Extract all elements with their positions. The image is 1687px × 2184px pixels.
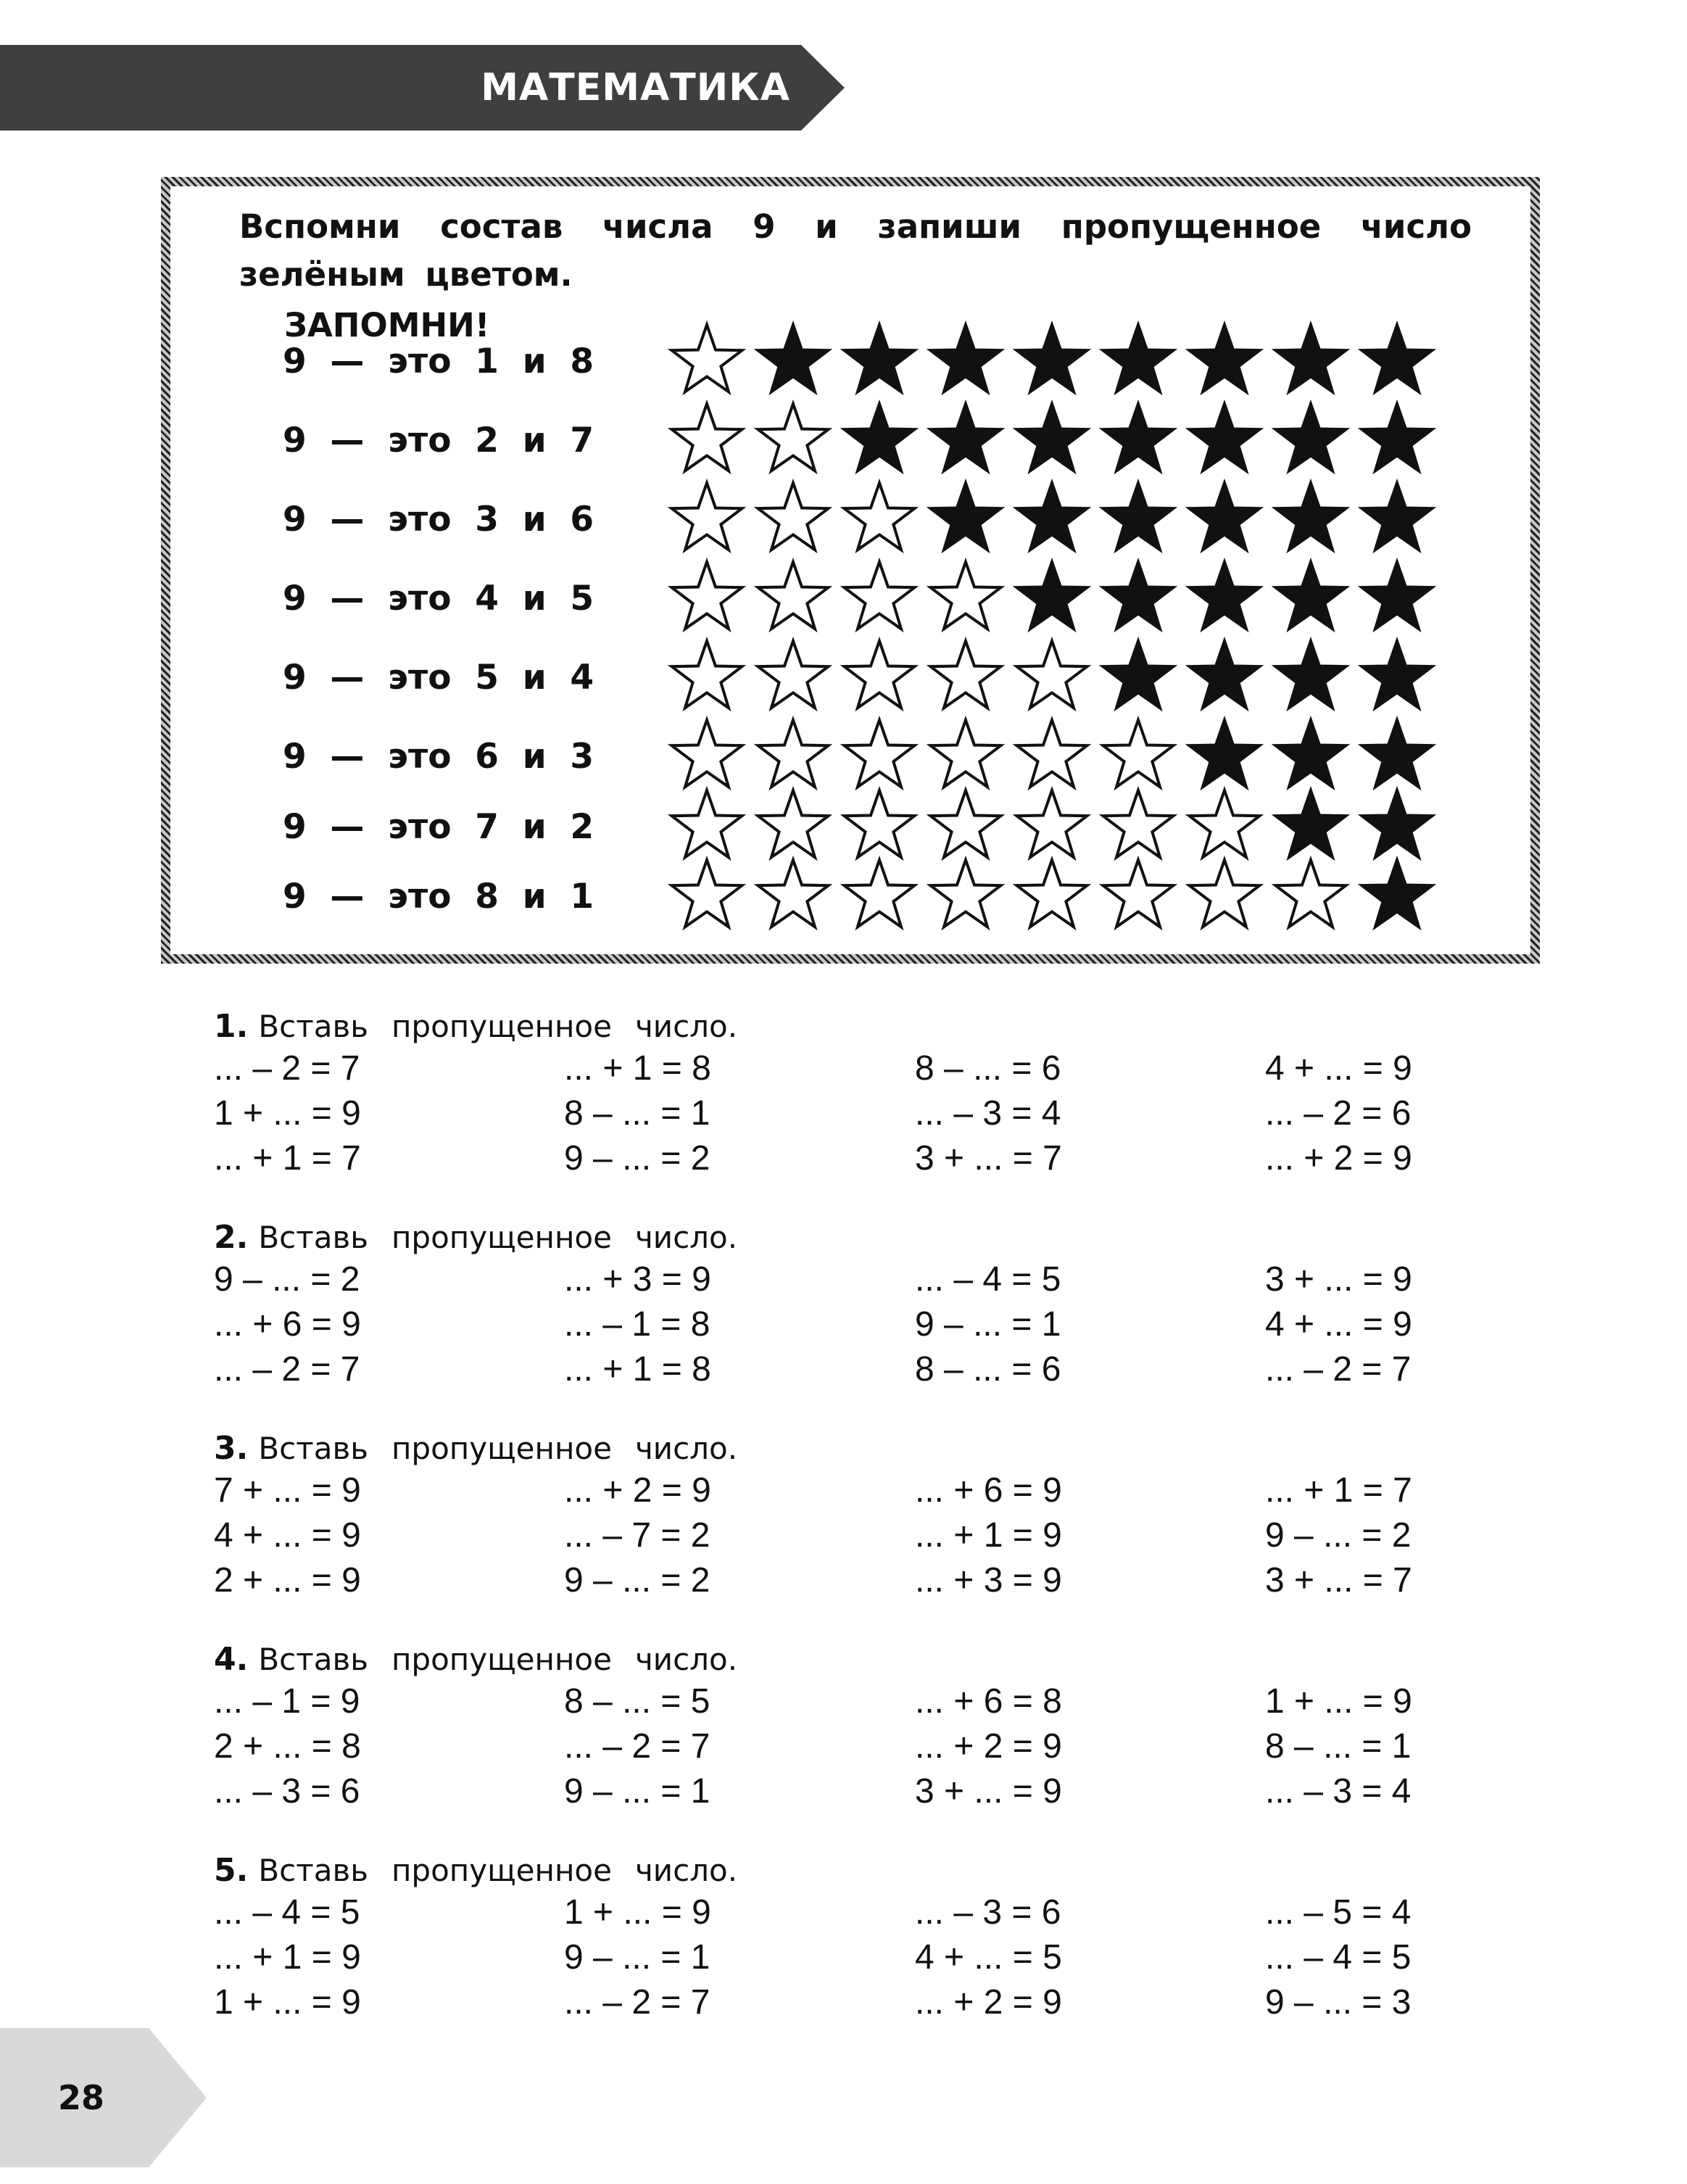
equation: ... – 2 = 6 <box>1265 1094 1412 1133</box>
exercise-title <box>214 1430 737 1467</box>
outline-star-icon <box>758 404 829 471</box>
exercise-instruction-word: Вставь <box>258 1009 368 1044</box>
equation: ... – 5 = 4 <box>1265 1893 1412 1932</box>
equation: ... + 1 = 7 <box>214 1139 361 1178</box>
outline-star-icon <box>672 404 742 471</box>
filled-star-icon <box>1017 404 1087 471</box>
equation: 3 + ... = 7 <box>1265 1561 1412 1600</box>
exercise-instruction-word: Вставь <box>258 1853 368 1888</box>
filled-star-icon <box>1190 720 1260 787</box>
outline-star-icon <box>758 641 829 708</box>
outline-star-icon <box>845 860 915 927</box>
outline-star-icon <box>1276 860 1346 927</box>
outline-star-icon <box>845 641 915 708</box>
exercise-number: 2. <box>214 1219 249 1256</box>
equation: 9 – ... = 3 <box>1265 1983 1412 2022</box>
equation: ... – 3 = 4 <box>915 1094 1061 1133</box>
equation: ... + 6 = 9 <box>214 1305 361 1344</box>
exercise-number: 4. <box>214 1641 249 1678</box>
filled-star-icon <box>931 404 1001 471</box>
equation: 8 – ... = 6 <box>915 1350 1061 1389</box>
outline-star-icon <box>931 790 1001 857</box>
composition-row <box>283 333 1515 391</box>
composition-text: 9 — это 6 и 3 <box>283 737 594 777</box>
equation: ... – 3 = 4 <box>1265 1772 1412 1811</box>
star-row <box>674 484 1501 556</box>
filled-star-icon <box>1362 641 1433 708</box>
filled-star-icon <box>1190 562 1260 629</box>
filled-star-icon <box>1103 641 1174 708</box>
equation: ... – 2 = 7 <box>214 1350 360 1389</box>
equation: ... + 3 = 9 <box>564 1260 711 1299</box>
composition-text: 9 — это 8 и 1 <box>283 877 594 917</box>
exercise-title <box>214 1641 737 1678</box>
composition-text: 9 — это 2 и 7 <box>283 421 594 460</box>
equation: ... – 3 = 6 <box>915 1893 1061 1932</box>
equation: ... – 1 = 8 <box>564 1305 710 1344</box>
equation: 2 + ... = 9 <box>214 1561 361 1600</box>
exercise-instruction-word: пропущенное <box>391 1642 612 1677</box>
star-row <box>674 791 1501 864</box>
outline-star-icon <box>672 325 742 392</box>
composition-row <box>283 570 1515 628</box>
outline-star-icon <box>931 720 1001 787</box>
exercise-number: 3. <box>214 1430 249 1467</box>
equation: ... – 1 = 9 <box>214 1682 360 1721</box>
composition-text: 9 — это 1 и 8 <box>283 342 594 381</box>
outline-star-icon <box>1103 790 1174 857</box>
exercise-instruction-word: число. <box>634 1009 738 1044</box>
equation: 8 – ... = 1 <box>564 1094 710 1133</box>
composition-row <box>283 412 1515 470</box>
composition-text: 9 — это 3 и 6 <box>283 500 594 539</box>
equation: 8 – ... = 5 <box>564 1682 710 1721</box>
equation: ... – 2 = 7 <box>564 1727 710 1766</box>
remember-heading: ЗАПОМНИ! <box>284 306 490 344</box>
equation: 9 – ... = 2 <box>214 1260 360 1299</box>
outline-star-icon <box>672 790 742 857</box>
equation: 4 + ... = 9 <box>1265 1305 1412 1344</box>
outline-star-icon <box>845 790 915 857</box>
filled-star-icon <box>1362 720 1433 787</box>
outline-star-icon <box>758 483 829 550</box>
filled-star-icon <box>1276 641 1346 708</box>
exercise-instruction-word: Вставь <box>258 1431 368 1466</box>
outline-star-icon <box>1017 860 1087 927</box>
equation: ... + 1 = 9 <box>214 1938 361 1977</box>
filled-star-icon <box>1190 404 1260 471</box>
equation: ... – 7 = 2 <box>564 1516 710 1555</box>
composition-row <box>283 728 1515 786</box>
outline-star-icon <box>1190 860 1260 927</box>
equation: 9 – ... = 2 <box>564 1139 710 1178</box>
composition-text: 9 — это 4 и 5 <box>283 579 594 619</box>
outline-star-icon <box>758 790 829 857</box>
equation: 8 – ... = 6 <box>915 1049 1061 1088</box>
filled-star-icon <box>1276 720 1346 787</box>
equation: ... – 4 = 5 <box>214 1893 360 1932</box>
outline-star-icon <box>672 641 742 708</box>
equation: 3 + ... = 9 <box>915 1772 1062 1811</box>
equation: ... + 2 = 9 <box>915 1983 1062 2022</box>
outline-star-icon <box>931 641 1001 708</box>
filled-star-icon <box>1362 790 1433 857</box>
filled-star-icon <box>1276 562 1346 629</box>
filled-star-icon <box>1362 483 1433 550</box>
filled-star-icon <box>1362 562 1433 629</box>
outline-star-icon <box>672 562 742 629</box>
outline-star-icon <box>1103 720 1174 787</box>
filled-star-icon <box>1276 483 1346 550</box>
exercise-instruction-word: число. <box>634 1431 738 1466</box>
equation: ... + 3 = 9 <box>915 1561 1062 1600</box>
filled-star-icon <box>1190 483 1260 550</box>
star-row <box>674 563 1501 635</box>
equation: ... + 2 = 9 <box>1265 1139 1412 1178</box>
equation: ... – 2 = 7 <box>564 1983 710 2022</box>
outline-star-icon <box>1017 641 1087 708</box>
filled-star-icon <box>1276 790 1346 857</box>
star-row <box>674 405 1501 477</box>
instruction-text: Вспомни состав числа 9 и запиши пропущенное число зелёным цветом. <box>239 207 1472 294</box>
filled-star-icon <box>1190 325 1260 392</box>
equation: 4 + ... = 9 <box>1265 1049 1412 1088</box>
filled-star-icon <box>1103 404 1174 471</box>
filled-star-icon <box>1017 325 1087 392</box>
exercise-number: 1. <box>214 1008 249 1045</box>
equation: ... + 2 = 9 <box>915 1727 1062 1766</box>
outline-star-icon <box>672 860 742 927</box>
outline-star-icon <box>1190 790 1260 857</box>
exercise-number: 5. <box>214 1852 249 1889</box>
outline-star-icon <box>672 720 742 787</box>
exercise-title <box>214 1219 737 1256</box>
star-row <box>674 721 1501 793</box>
equation: 1 + ... = 9 <box>214 1094 361 1133</box>
outline-star-icon <box>758 860 829 927</box>
equation: ... + 1 = 7 <box>1265 1471 1412 1510</box>
equation: ... + 1 = 8 <box>564 1049 711 1088</box>
equation: 7 + ... = 9 <box>214 1471 361 1510</box>
composition-text: 9 — это 7 и 2 <box>283 807 594 847</box>
outline-star-icon <box>931 562 1001 629</box>
exercise-instruction-word: Вставь <box>258 1220 368 1255</box>
filled-star-icon <box>1276 325 1346 392</box>
filled-star-icon <box>1103 483 1174 550</box>
equation: 8 – ... = 1 <box>1265 1727 1412 1766</box>
equation: ... + 1 = 8 <box>564 1350 711 1389</box>
outline-star-icon <box>845 483 915 550</box>
outline-star-icon <box>1103 860 1174 927</box>
filled-star-icon <box>1362 860 1433 927</box>
filled-star-icon <box>1362 404 1433 471</box>
equation: 9 – ... = 2 <box>1265 1516 1412 1555</box>
outline-star-icon <box>931 860 1001 927</box>
filled-star-icon <box>931 325 1001 392</box>
outline-star-icon <box>845 562 915 629</box>
filled-star-icon <box>1103 325 1174 392</box>
equation: ... + 1 = 9 <box>915 1516 1062 1555</box>
equation: ... – 2 = 7 <box>1265 1350 1412 1389</box>
equation: ... + 6 = 9 <box>915 1471 1062 1510</box>
filled-star-icon <box>931 483 1001 550</box>
composition-row <box>283 649 1515 707</box>
outline-star-icon <box>845 720 915 787</box>
equation: ... + 6 = 8 <box>915 1682 1062 1721</box>
exercise-instruction-word: число. <box>634 1220 738 1255</box>
exercise-instruction-word: пропущенное <box>391 1220 612 1255</box>
equation: ... – 4 = 5 <box>915 1260 1061 1299</box>
equation: 9 – ... = 1 <box>915 1305 1061 1344</box>
equation: ... + 2 = 9 <box>564 1471 711 1510</box>
filled-star-icon <box>1017 483 1087 550</box>
exercise-title <box>214 1008 737 1045</box>
equation: ... – 4 = 5 <box>1265 1938 1412 1977</box>
filled-star-icon <box>758 325 829 392</box>
filled-star-icon <box>1276 404 1346 471</box>
filled-star-icon <box>1362 325 1433 392</box>
outline-star-icon <box>758 720 829 787</box>
equation: 1 + ... = 9 <box>1265 1682 1412 1721</box>
exercise-title <box>214 1852 737 1889</box>
equation: 4 + ... = 5 <box>915 1938 1062 1977</box>
equation: 3 + ... = 7 <box>915 1139 1062 1178</box>
filled-star-icon <box>1103 562 1174 629</box>
exercise-instruction-word: число. <box>634 1853 738 1888</box>
star-row <box>674 642 1501 714</box>
equation: 4 + ... = 9 <box>214 1516 361 1555</box>
outline-star-icon <box>758 562 829 629</box>
composition-row <box>283 491 1515 549</box>
star-row <box>674 326 1501 398</box>
filled-star-icon <box>845 325 915 392</box>
composition-text: 9 — это 5 и 4 <box>283 658 594 698</box>
exercise-instruction-word: пропущенное <box>391 1009 612 1044</box>
exercise-instruction-word: число. <box>634 1642 738 1677</box>
filled-star-icon <box>845 404 915 471</box>
equation: ... – 2 = 7 <box>214 1049 360 1088</box>
equation: 1 + ... = 9 <box>214 1983 361 2022</box>
equation: 1 + ... = 9 <box>564 1893 711 1932</box>
equation: 3 + ... = 9 <box>1265 1260 1412 1299</box>
page-number: 28 <box>58 2078 105 2117</box>
equation: 9 – ... = 1 <box>564 1772 710 1811</box>
page-title: МАТЕМАТИКА <box>481 66 790 109</box>
outline-star-icon <box>672 483 742 550</box>
filled-star-icon <box>1190 641 1260 708</box>
star-row <box>674 861 1501 933</box>
exercise-instruction-word: пропущенное <box>391 1853 612 1888</box>
exercise-instruction-word: Вставь <box>258 1642 368 1677</box>
equation: 9 – ... = 1 <box>564 1938 710 1977</box>
exercise-instruction-word: пропущенное <box>391 1431 612 1466</box>
equation: 2 + ... = 8 <box>214 1727 361 1766</box>
filled-star-icon <box>1017 562 1087 629</box>
equation: ... – 3 = 6 <box>214 1772 360 1811</box>
equation: 9 – ... = 2 <box>564 1561 710 1600</box>
outline-star-icon <box>1017 790 1087 857</box>
composition-row <box>283 798 1515 856</box>
outline-star-icon <box>1017 720 1087 787</box>
composition-row <box>283 868 1515 926</box>
